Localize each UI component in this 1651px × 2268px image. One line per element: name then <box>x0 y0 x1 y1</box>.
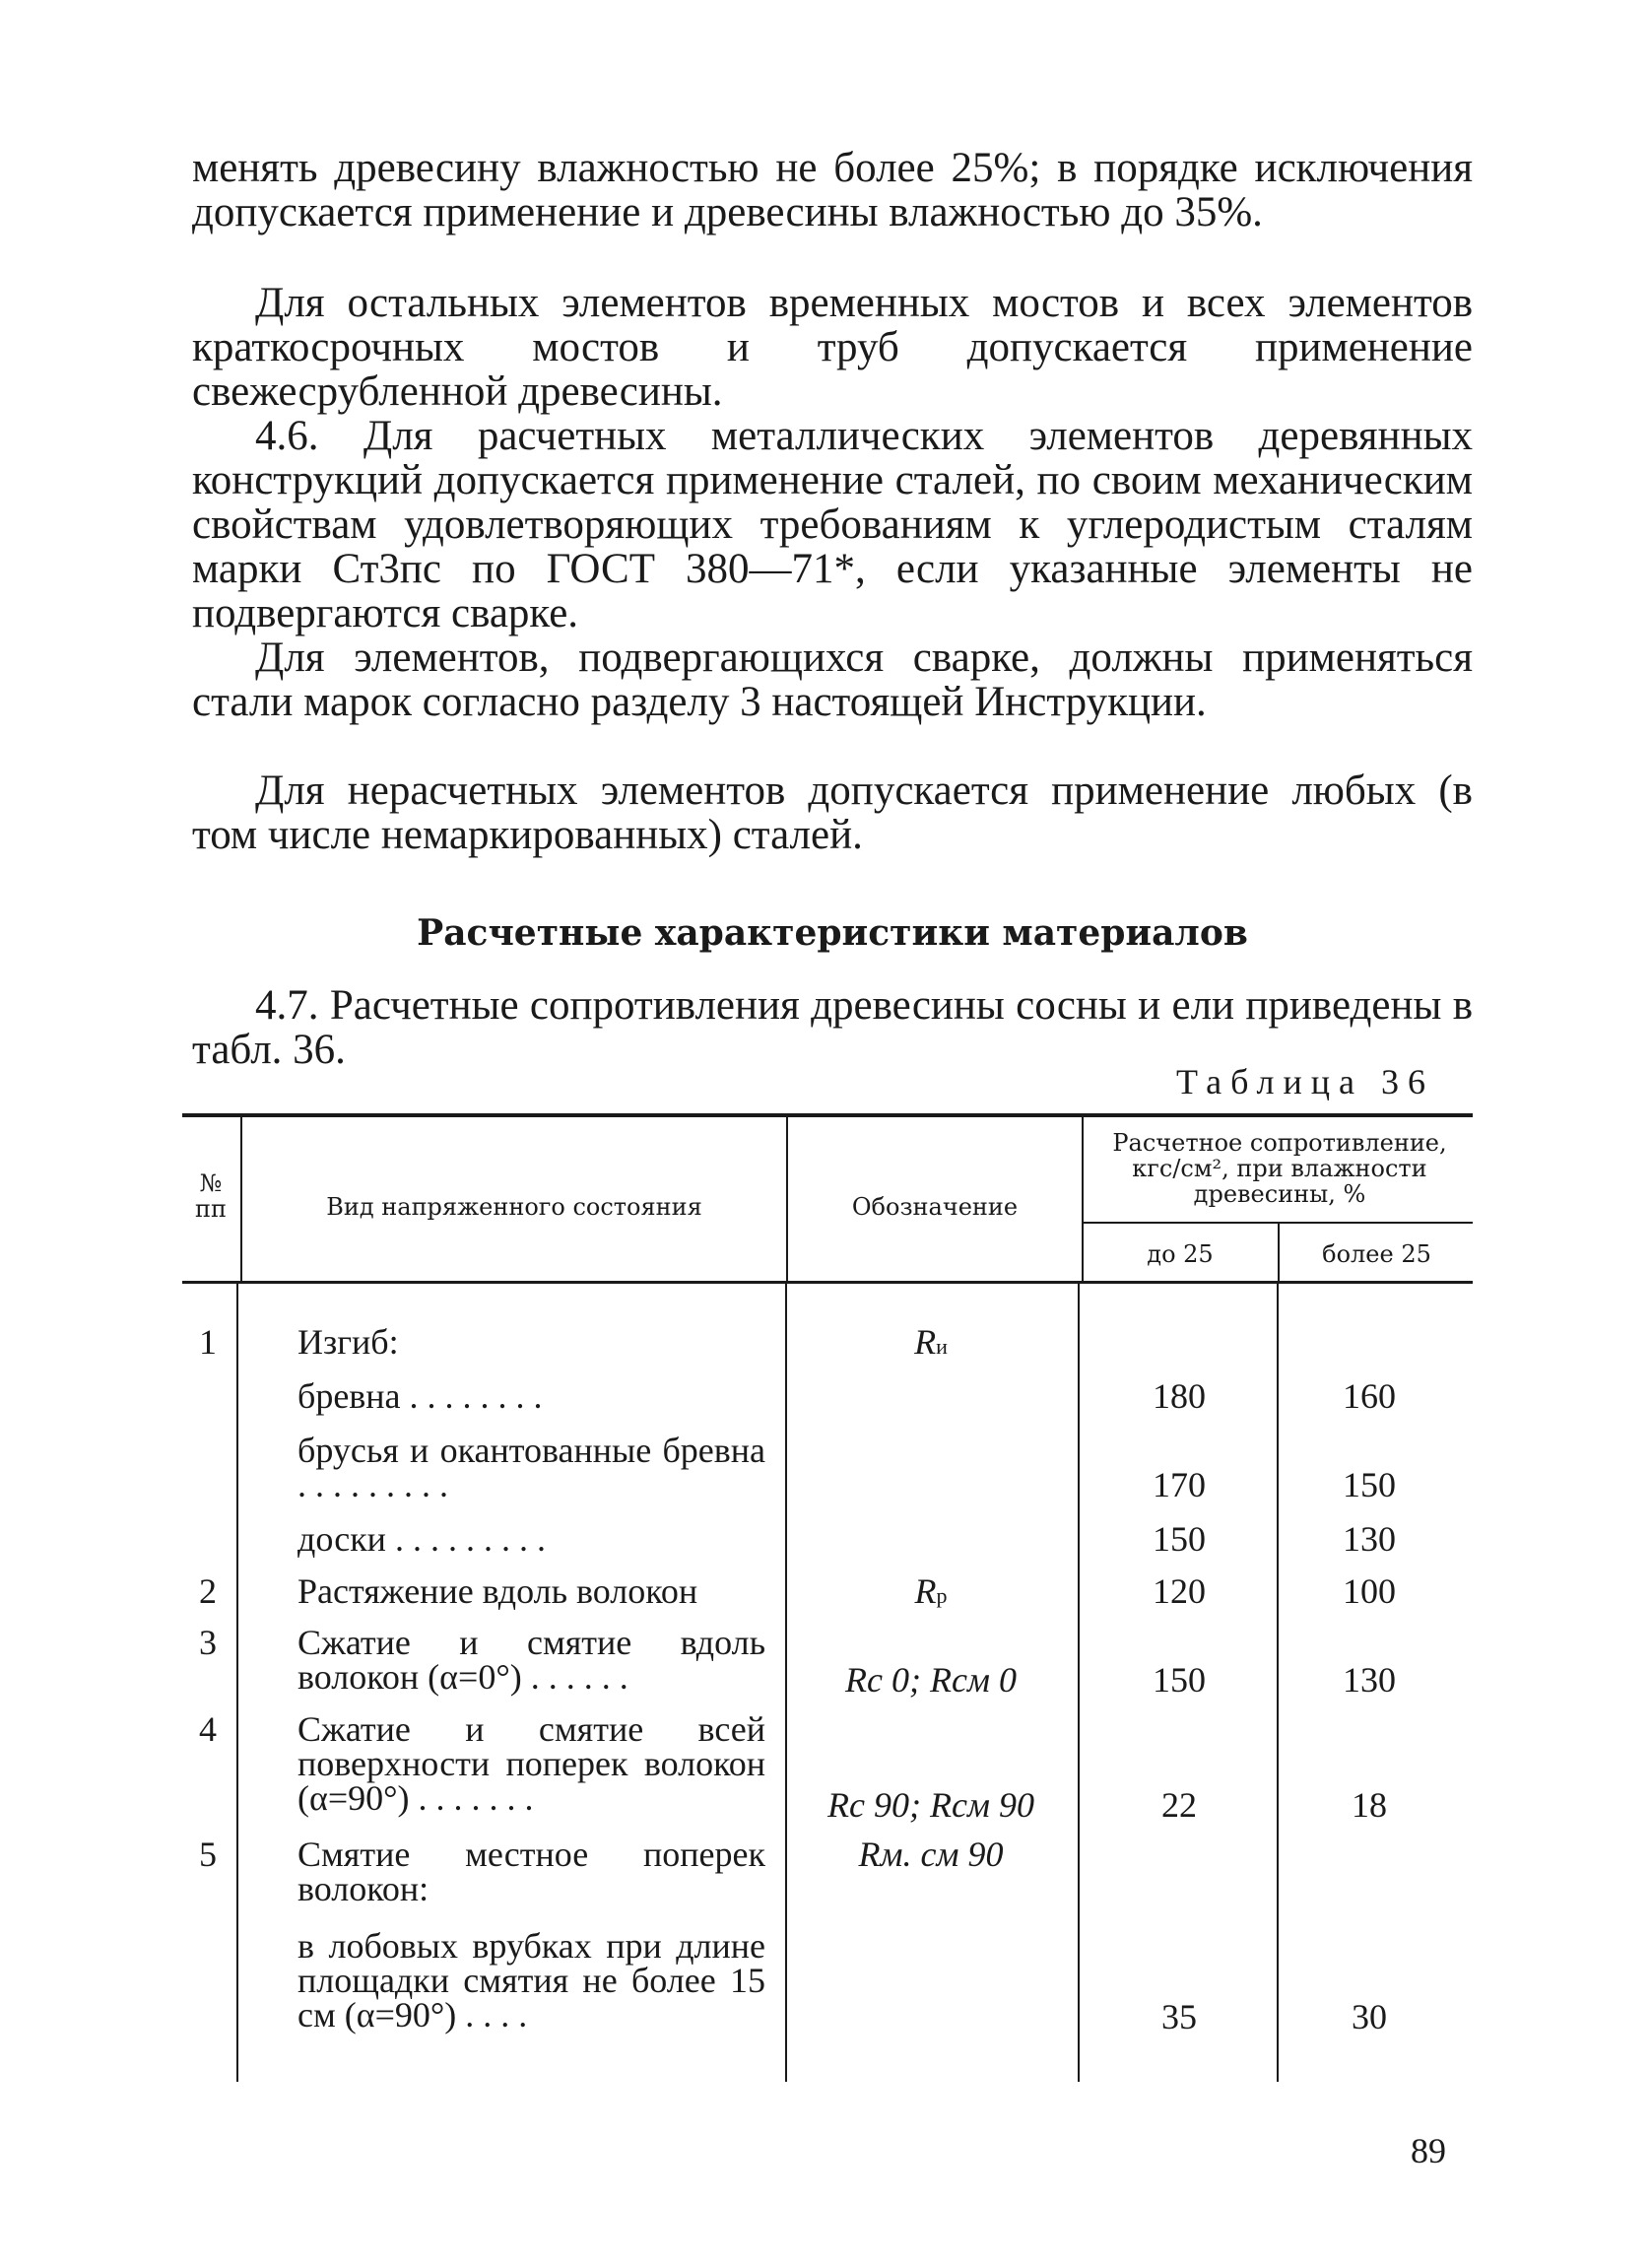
value-upto-25: 170 <box>1153 1465 1206 1504</box>
row-num: 4 <box>199 1709 217 1749</box>
body-divider <box>1078 1284 1080 2082</box>
row-desc: доски . . . . . . . . . <box>297 1519 546 1559</box>
table-top-rule <box>182 1113 1473 1117</box>
header-over-25: более 25 <box>1322 1240 1431 1268</box>
value-upto-25: 35 <box>1161 1997 1197 2036</box>
header-divider <box>1278 1224 1280 1281</box>
row-desc: Смятие местное поперек волокон: <box>297 1834 765 1908</box>
body-divider <box>236 1284 238 2082</box>
row-num: 5 <box>199 1834 217 1874</box>
section-heading: Расчетные характеристики материалов <box>417 912 1248 954</box>
paragraph-temporary-bridges: Для остальных элементов временных мостов и всех элементов краткосрочных мостов и труб допускается применение свежесрубленной древесины. <box>192 280 1473 415</box>
row-num: 2 <box>199 1571 217 1611</box>
paragraph-welding: Для элементов, подвергающихся сварке, должны применяться стали марок согласно разделу 3 настоящей Инструкции. <box>192 634 1473 725</box>
header-bottom-rule <box>182 1281 1473 1284</box>
value-upto-25: 180 <box>1153 1376 1206 1416</box>
paragraph-nondesign: Для нерасчетных элементов допускается применение любых (в том числе немаркированных) сталей. <box>192 767 1473 858</box>
paragraph-4-6: 4.6. Для расчетных металлических элементов деревянных конструкций допускается применение сталей, по своим механическим свойствам удовлетворяющих требованиям к углеродистым сталям марки Ст3пс по ГОСТ 380—71*, если указанные элементы не подвергаются сварке. <box>192 413 1473 636</box>
body-divider <box>1277 1284 1279 2082</box>
row-desc: бревна . . . . . . . . <box>297 1376 543 1416</box>
value-over-25: 150 <box>1343 1465 1396 1504</box>
row-desc: Растяжение вдоль волокон <box>297 1571 698 1611</box>
page-number: 89 <box>1411 2131 1446 2170</box>
value-over-25: 100 <box>1343 1571 1396 1611</box>
paragraph-moisture: менять древесину влажностью не более 25%; в порядке исключения допускается применение и древесины влажностью до 35%. <box>192 145 1473 235</box>
value-upto-25: 150 <box>1153 1519 1206 1559</box>
row-symbol: Rр <box>914 1571 948 1611</box>
table-caption: Таблица 36 <box>1176 1062 1434 1101</box>
value-over-25: 130 <box>1343 1519 1396 1559</box>
value-over-25: 30 <box>1352 1997 1387 2036</box>
value-upto-25: 150 <box>1153 1660 1206 1700</box>
header-resistance: Расчетное сопротивление, кгс/см², при влажности древесины, % <box>1112 1129 1447 1208</box>
value-upto-25: 120 <box>1153 1571 1206 1611</box>
row-desc: брусья и окантованные бревна . . . . . . . . . <box>297 1431 765 1504</box>
row-desc: Сжатие и смятие вдоль волокон (α=0°) . . . . . . <box>297 1623 765 1697</box>
row-symbol: Rи <box>914 1322 948 1362</box>
row-desc: Сжатие и смятие всей поверхности поперек волокон (α=90°) . . . . . . . <box>297 1709 765 1818</box>
value-over-25: 160 <box>1343 1376 1396 1416</box>
paragraph-4-7: 4.7. Расчетные сопротивления древесины сосны и ели приведены в табл. 36. <box>192 982 1473 1073</box>
row-symbol: Rс 0; Rсм 0 <box>845 1660 1017 1700</box>
header-upto-25: до 25 <box>1147 1240 1214 1268</box>
row-desc: Изгиб: <box>297 1322 399 1362</box>
header-divider <box>786 1117 788 1281</box>
row-desc: в лобовых врубках при длине площадки смятия не более 15 см (α=90°) . . . . <box>297 1926 765 2035</box>
header-stress-type: Вид напряженного состояния <box>326 1193 702 1221</box>
row-num: 3 <box>199 1623 217 1662</box>
header-divider <box>240 1117 242 1281</box>
row-num: 1 <box>199 1322 217 1362</box>
header-num: № пп <box>195 1169 227 1223</box>
value-over-25: 130 <box>1343 1660 1396 1700</box>
value-upto-25: 22 <box>1161 1785 1197 1825</box>
row-symbol: Rс 90; Rсм 90 <box>827 1785 1034 1825</box>
body-divider <box>785 1284 787 2082</box>
row-symbol: Rм. см 90 <box>858 1834 1004 1874</box>
value-over-25: 18 <box>1352 1785 1387 1825</box>
header-designation: Обозначение <box>851 1193 1019 1221</box>
